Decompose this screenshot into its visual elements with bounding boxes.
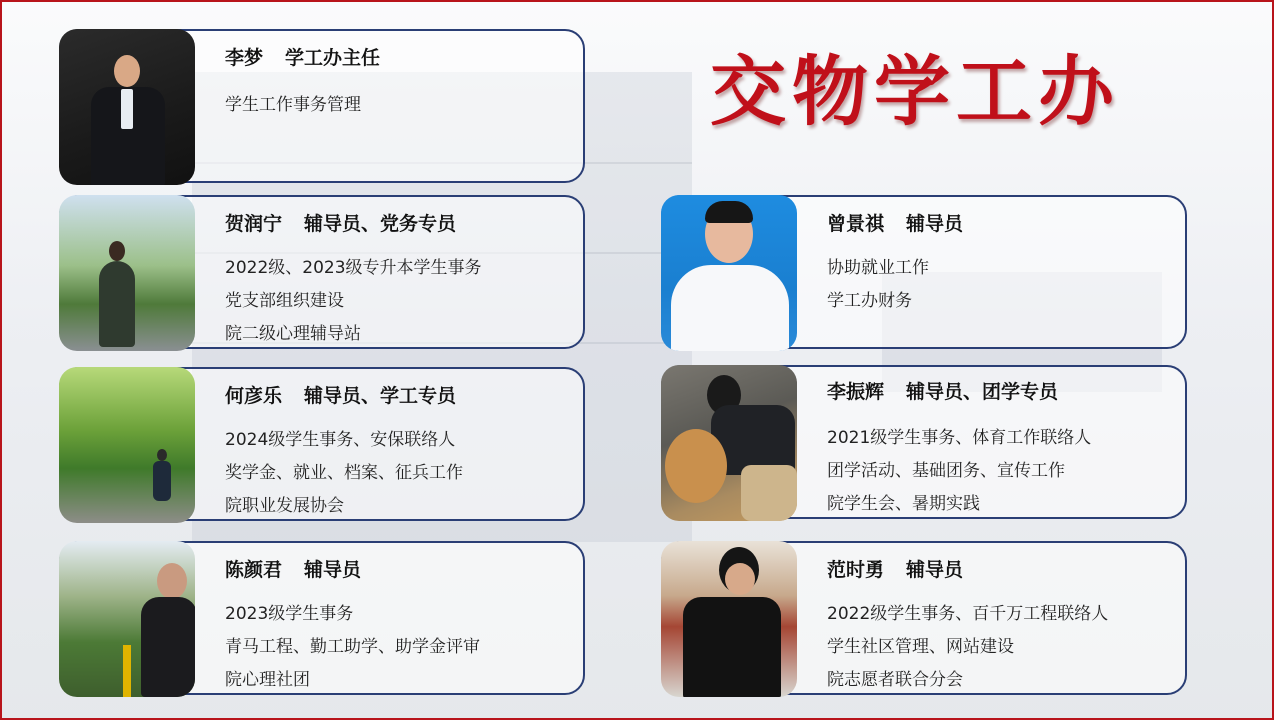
staff-name: 贺润宁 [225,213,283,235]
staff-duties [827,422,1091,521]
staff-card [59,541,585,695]
staff-duty: 协助就业工作 [827,258,929,278]
staff-photo [59,29,195,185]
staff-name-line [225,555,361,582]
staff-photo [661,541,797,697]
staff-card [661,365,1187,519]
staff-card [59,367,585,521]
staff-duty: 学生工作事务管理 [225,95,361,115]
staff-duties [225,424,463,523]
staff-name-line [225,381,456,408]
staff-duty: 院志愿者联合分会 [827,670,963,690]
staff-duty: 院学生会、暑期实践 [827,494,980,514]
staff-name: 李振辉 [827,381,885,403]
staff-photo [59,367,195,523]
staff-role: 辅导员 [906,559,964,581]
staff-name: 何彦乐 [225,385,283,407]
staff-photo [661,365,797,521]
staff-name-line [827,377,1058,404]
staff-duties [827,252,929,318]
staff-card [661,195,1187,349]
staff-name: 曾景祺 [827,213,885,235]
staff-card [59,29,585,183]
staff-duty: 2022级学生事务、百千万工程联络人 [827,604,1109,624]
staff-name: 陈颜君 [225,559,283,581]
staff-duty: 学工办财务 [827,291,912,311]
staff-duty: 院二级心理辅导站 [225,324,361,344]
staff-name-line [225,43,380,70]
staff-duties [827,598,1108,697]
staff-duty: 2023级学生事务 [225,604,354,624]
staff-role: 辅导员、学工专员 [304,385,457,407]
staff-duty: 奖学金、就业、档案、征兵工作 [225,463,463,483]
staff-name-line [827,209,963,236]
staff-photo [59,541,195,697]
staff-name-line [225,209,456,236]
staff-duty: 2024级学生事务、安保联络人 [225,430,456,450]
staff-name: 范时勇 [827,559,885,581]
staff-photo [661,195,797,351]
staff-duty: 青马工程、勤工助学、助学金评审 [225,637,480,657]
staff-photo [59,195,195,351]
staff-duty: 院心理社团 [225,670,310,690]
staff-role: 辅导员 [906,213,964,235]
staff-duty: 2022级、2023级专升本学生事务 [225,258,482,278]
staff-name-line [827,555,963,582]
staff-duty: 团学活动、基础团务、宣传工作 [827,461,1065,481]
staff-name: 李梦 [225,47,264,69]
staff-duty: 学生社区管理、网站建设 [827,637,1014,657]
staff-duty: 院职业发展协会 [225,496,344,516]
page-title: 交物学工办 [710,47,1120,136]
staff-role: 辅导员、团学专员 [906,381,1059,403]
staff-card [661,541,1187,695]
staff-duty: 2021级学生事务、体育工作联络人 [827,428,1092,448]
staff-duty: 党支部组织建设 [225,291,344,311]
staff-card [59,195,585,349]
staff-duties [225,252,482,351]
staff-role: 辅导员 [304,559,362,581]
staff-role: 辅导员、党务专员 [304,213,457,235]
staff-role: 学工办主任 [285,47,381,69]
staff-duties [225,89,361,122]
staff-duties [225,598,480,697]
